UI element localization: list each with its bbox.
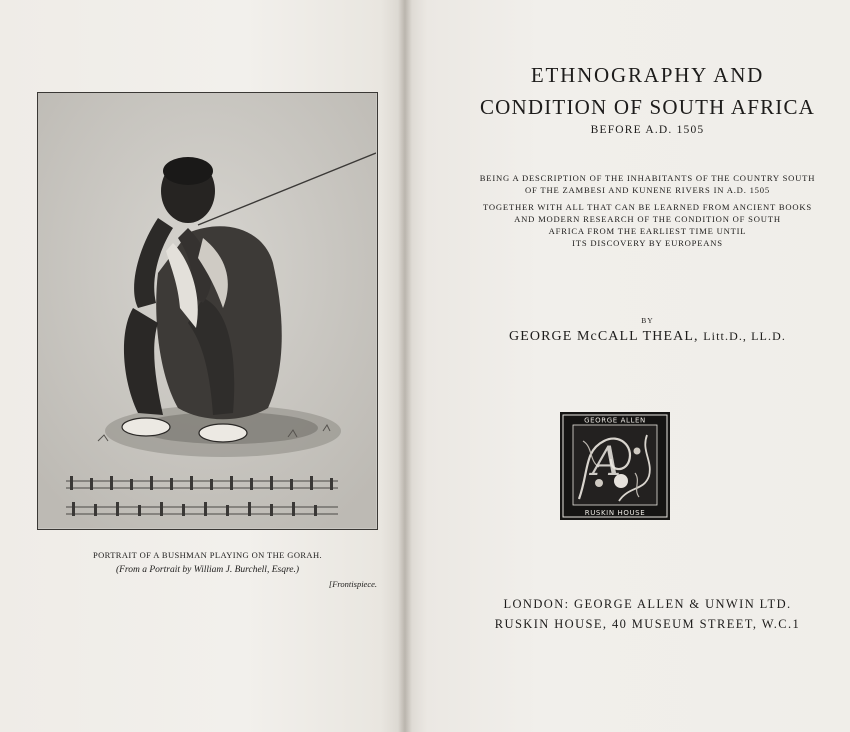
- device-top-text: GEORGE ALLEN: [584, 416, 646, 425]
- imprint-line-1: LONDON: GEORGE ALLEN & UNWIN LTD.: [503, 597, 792, 611]
- author: [405, 329, 850, 345]
- imprint-line-2: RUSKIN HOUSE, 40 MUSEUM STREET, W.C.1: [494, 617, 801, 631]
- subtitle: BEFORE A.D. 1505: [590, 124, 705, 136]
- publisher-device-emblem: [559, 411, 671, 521]
- book-gutter: [398, 0, 412, 732]
- frontispiece-credit: (From a Portrait by William J. Burchell, Esqre.): [115, 565, 300, 575]
- frontispiece-plate: [37, 92, 378, 530]
- description-line: ITS DISCOVERY BY EUROPEANS: [572, 238, 723, 249]
- frontispiece-caption: PORTRAIT OF A BUSHMAN PLAYING ON THE GORAH.: [92, 550, 323, 560]
- by-label: BY: [641, 316, 654, 325]
- description-line: BEING A DESCRIPTION OF THE INHABITANTS OF THE COUNTRY SOUTH: [479, 173, 816, 183]
- left-page: [0, 0, 405, 732]
- description-line: TOGETHER WITH ALL THAT CAN BE LEARNED FROM ANCIENT BOOKS: [483, 201, 812, 212]
- title-page: [405, 0, 850, 732]
- device-bottom-text: RUSKIN HOUSE: [584, 509, 646, 517]
- bushman-illustration: [38, 93, 376, 528]
- author-name: GEORGE McCALL THEAL,: [509, 329, 699, 344]
- title-line-2: CONDITION OF SOUTH AFRICA: [479, 95, 816, 119]
- title-line-1: ETHNOGRAPHY AND: [530, 63, 765, 87]
- author-degrees: Litt.D., LL.D.: [703, 329, 786, 343]
- device-initial: A: [592, 439, 621, 485]
- description-line: OF THE ZAMBESI AND KUNENE RIVERS IN A.D. 1505: [525, 185, 770, 196]
- publisher-device: [559, 411, 671, 521]
- description-line: AND MODERN RESEARCH OF THE CONDITION OF SOUTH: [514, 213, 781, 224]
- frontispiece-note: [Frontispiece.: [328, 579, 377, 589]
- description-line: AFRICA FROM THE EARLIEST TIME UNTIL: [548, 226, 747, 237]
- description: [405, 172, 850, 250]
